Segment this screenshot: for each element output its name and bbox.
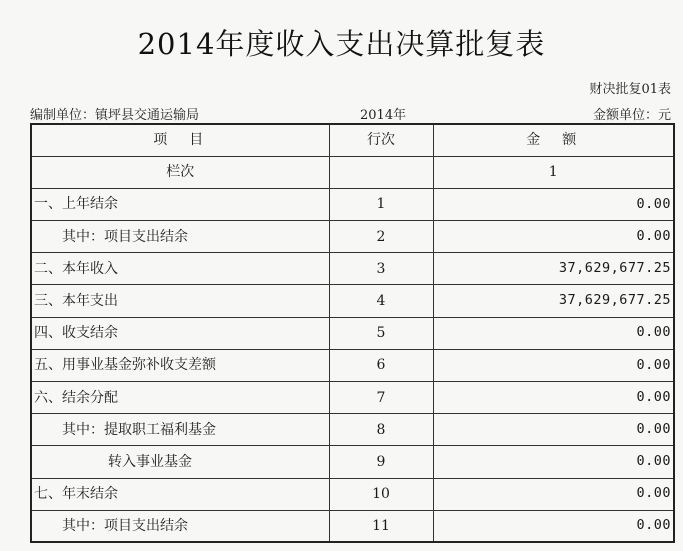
row-item: 转入事业基金 (31, 446, 329, 478)
row-item: 二、本年收入 (31, 253, 329, 285)
approval-table (30, 123, 675, 543)
table-row (31, 317, 674, 349)
row-item: 四、收支结余 (31, 317, 329, 349)
column-index-row-no (329, 156, 433, 188)
row-item: 其中：项目支出结余 (31, 510, 329, 542)
row-amount: 0.00 (433, 221, 674, 253)
row-item: 六、结余分配 (31, 382, 329, 414)
row-amount: 0.00 (433, 510, 674, 542)
table-row (31, 253, 674, 285)
document-title: 2014年度收入支出决算批复表 (137, 27, 546, 61)
row-item: 五、用事业基金弥补收支差额 (31, 349, 329, 381)
table-row (31, 188, 674, 220)
column-index-label: 栏次 (31, 156, 329, 188)
reporting-unit: 编制单位：镇坪县交通运输局 (30, 108, 200, 123)
table-row (31, 478, 674, 510)
form-code: 财决批复01表 (589, 82, 671, 97)
row-item: 其中：提取职工福利基金 (31, 414, 329, 446)
row-amount: 0.00 (433, 349, 674, 381)
row-number: 5 (329, 317, 433, 349)
header-amount: 金 额 (433, 124, 674, 156)
column-index-amount: 1 (433, 156, 674, 188)
row-number: 10 (329, 478, 433, 510)
row-item: 七、年末结余 (31, 478, 329, 510)
row-item: 三、本年支出 (31, 285, 329, 317)
row-item: 一、上年结余 (31, 188, 329, 220)
row-amount: 37,629,677.25 (433, 253, 674, 285)
table-row (31, 221, 674, 253)
row-number: 1 (329, 188, 433, 220)
row-amount: 0.00 (433, 188, 674, 220)
row-amount: 0.00 (433, 382, 674, 414)
table-header-row (31, 124, 674, 156)
approval-table-container (30, 123, 673, 543)
row-amount: 37,629,677.25 (433, 285, 674, 317)
table-row (31, 446, 674, 478)
row-amount: 0.00 (433, 446, 674, 478)
row-amount: 0.00 (433, 317, 674, 349)
table-row (31, 414, 674, 446)
row-number: 8 (329, 414, 433, 446)
report-year: 2014年 (360, 108, 407, 123)
row-number: 11 (329, 510, 433, 542)
table-row (31, 349, 674, 381)
currency-unit: 金额单位：元 (592, 108, 671, 123)
header-row-no: 行次 (329, 124, 433, 156)
table-row (31, 382, 674, 414)
table-row (31, 510, 674, 542)
table-body (31, 188, 674, 542)
row-number: 9 (329, 446, 433, 478)
row-number: 2 (329, 221, 433, 253)
row-number: 4 (329, 285, 433, 317)
row-item: 其中：项目支出结余 (31, 221, 329, 253)
row-number: 3 (329, 253, 433, 285)
row-number: 6 (329, 349, 433, 381)
column-index-row (31, 156, 674, 188)
row-amount: 0.00 (433, 414, 674, 446)
row-number: 7 (329, 382, 433, 414)
table-row (31, 285, 674, 317)
header-item: 项 目 (31, 124, 329, 156)
row-amount: 0.00 (433, 478, 674, 510)
